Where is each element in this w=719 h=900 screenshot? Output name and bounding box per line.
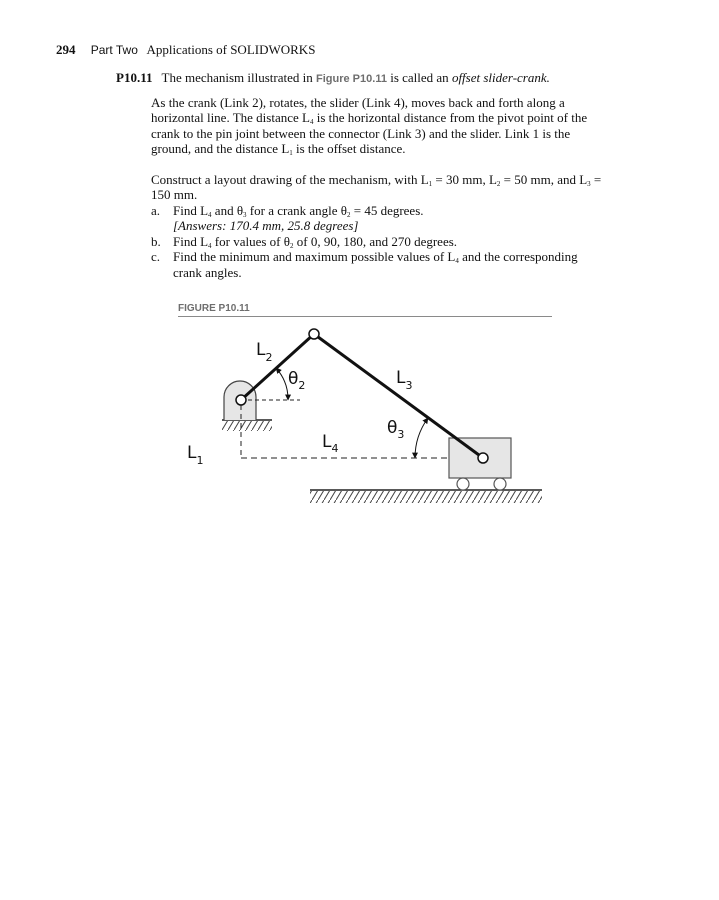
task-item-c: c. Find the minimum and maximum possible values of $L_4$ and the corresponding crank angles. bbox=[151, 249, 578, 280]
pivot-ground bbox=[222, 420, 272, 431]
task-label: a. bbox=[151, 202, 161, 218]
task-label: c. bbox=[151, 249, 161, 264]
crank-connector-pin bbox=[309, 329, 319, 339]
slider-ground bbox=[310, 490, 542, 503]
task-label: b. bbox=[151, 233, 161, 249]
slider-wheel-right bbox=[494, 478, 506, 490]
page-number: 294 bbox=[56, 42, 76, 57]
instruction-paragraph: Construct a layout drawing of the mechanism, with $L_1 = 30$ mm, $L_2 = 50$ mm, and $L_3 = 150$ mm. bbox=[151, 171, 602, 202]
figure-reference-link[interactable]: Figure P10.11 bbox=[316, 73, 387, 85]
task-item-a: a. Find $L_4$ and $\theta_3$ for a crank angle $\theta_2 = 45$ degrees. [Answers: 170.4 mm, 25.8 degrees] bbox=[151, 202, 424, 233]
figure-caption: FIGURE P10.11 bbox=[178, 303, 552, 317]
description-paragraph: As the crank (Link 2), rotates, the slider (Link 4), moves back and forth along a horizontal line. The distance $L_4$ is the horizontal distance from the pivot point of the crank to the pin joint between the connector (Link 3) and the slider. Link 1 is the ground, and the distance $L_1$ is the offset distance. bbox=[151, 94, 588, 157]
label-theta3: $\theta_3$ bbox=[387, 418, 405, 441]
label-L1: $L_1$ bbox=[187, 443, 204, 467]
answer-text: [Answers: 170.4 mm, 25.8 degrees] bbox=[173, 218, 359, 233]
problem-id: P10.11 bbox=[116, 70, 153, 85]
pivot-pin bbox=[236, 395, 246, 405]
label-theta2: $\theta_2$ bbox=[288, 369, 306, 392]
slider-wheel-left bbox=[457, 478, 469, 490]
label-L3: $L_3$ bbox=[396, 368, 413, 392]
label-L4: $L_4$ bbox=[322, 432, 339, 455]
part-label: Part Two bbox=[90, 43, 138, 57]
book-title: Applications of SOLIDWORKS bbox=[146, 42, 316, 57]
theta3-arc bbox=[415, 418, 428, 458]
intro-text: The mechanism illustrated in bbox=[161, 70, 313, 85]
theta2-arc bbox=[276, 368, 288, 400]
intro-emphasis: offset slider-crank. bbox=[451, 70, 550, 85]
label-L2: $L_2$ bbox=[256, 340, 273, 364]
task-item-b: b. Find $L_4$ for values of $\theta_2$ of 0, 90, 180, and 270 degrees. bbox=[151, 233, 458, 250]
slider-pin bbox=[478, 453, 488, 463]
intro-text-middle: is called an bbox=[390, 70, 449, 85]
